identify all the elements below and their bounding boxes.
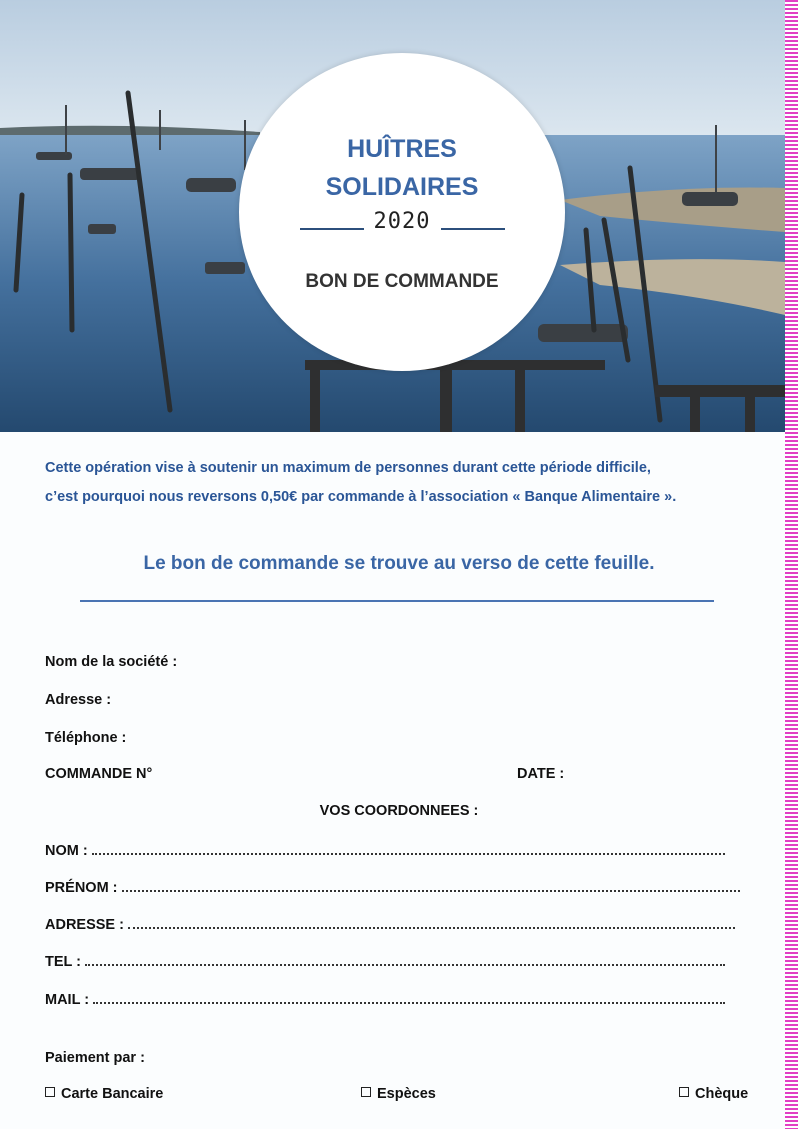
tel-label: TEL : [45,954,81,970]
headline: Le bon de commande se trouve au verso de cette feuille. [143,553,655,574]
payment-option-card-label: Carte Bancaire [61,1086,164,1102]
badge-title-line2: SOLIDAIRES [325,173,479,201]
adresse-dotted-line[interactable] [128,915,735,929]
prenom-row[interactable] [45,878,740,896]
nom-label: NOM : [45,843,88,859]
mail-label: MAIL : [45,992,90,1008]
badge-divider-right [441,228,505,230]
payment-option-cash-label: Espèces [377,1086,436,1102]
title-badge [239,53,565,371]
address-field: Adresse : [45,692,112,708]
payment-option-cheque-label: Chèque [695,1086,749,1102]
payment-option-card[interactable] [45,1086,163,1102]
checkbox-card[interactable] [45,1087,55,1097]
mail-dotted-line[interactable] [93,990,725,1004]
company-name-field: Nom de la société : [45,654,178,670]
checkbox-cash[interactable] [361,1087,371,1097]
date-field: DATE : [517,766,565,782]
intro-line2: c’est pourquoi nous reversons 0,50€ par commande à l’association « Banque Alimentaire ». [45,489,677,505]
tel-dotted-line[interactable] [85,952,725,966]
prenom-dotted-line[interactable] [122,878,741,892]
contact-section-title: VOS COORDONNEES : [319,803,479,819]
checkbox-cheque[interactable] [679,1087,689,1097]
headline-rule [80,600,714,602]
intro-paragraph [45,454,760,512]
nom-dotted-line[interactable] [92,841,725,855]
phone-field: Téléphone : [45,730,127,746]
badge-year: 2020 [373,209,431,234]
payment-option-cash[interactable] [361,1086,436,1102]
nom-row[interactable] [45,841,725,859]
intro-line1: Cette opération vise à soutenir un maximum de personnes durant cette période difficile, [45,460,651,476]
payment-label: Paiement par : [45,1050,145,1066]
adresse-label: ADRESSE : [45,917,124,933]
mail-row[interactable] [45,990,725,1008]
tel-row[interactable] [45,952,725,970]
order-number-field: COMMANDE N° [45,766,153,782]
payment-option-cheque[interactable] [679,1086,748,1102]
badge-subtitle: BON DE COMMANDE [305,271,499,292]
adresse-row[interactable] [45,915,735,933]
prenom-label: PRÉNOM : [45,880,118,896]
badge-title-line1: HUÎTRES [347,135,457,163]
